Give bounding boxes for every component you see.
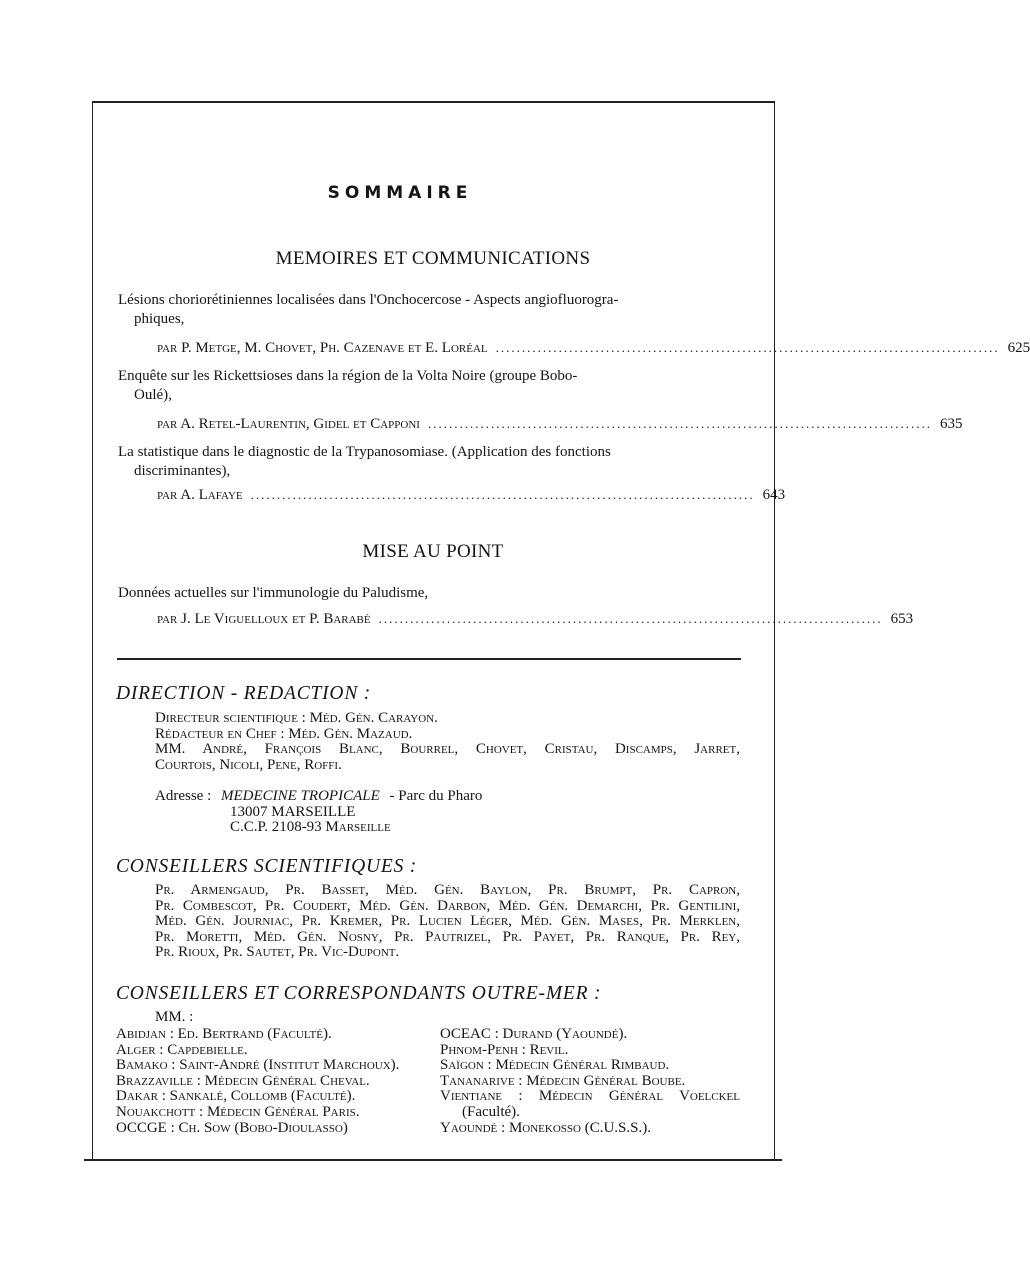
entry-title: La statistique dans le diagnostic de la Trypanosomiase. (Application des fonctions — [118, 444, 611, 460]
entry-title: Données actuelles sur l'immunologie du Paludisme, — [118, 585, 429, 601]
direction-line: Rédacteur en Chef : Méd. Gén. Mazaud. — [155, 725, 413, 742]
entry-page-number: 643 — [762, 487, 786, 503]
correspondant-item: Vientiane : Médecin Général Voelckel — [440, 1088, 740, 1105]
entry-authors: par A. Retel-Laurentin, Gidel et Capponi — [157, 416, 420, 432]
correspondant-item: Yaoundé : Monekosso (C.U.S.S.). — [440, 1119, 651, 1136]
entry-page-number: 653 — [890, 610, 914, 627]
conseillers-line: Méd. Gén. Journiac, Pr. Kremer, Pr. Lucien Léger, Méd. Gén. Mases, Pr. Merklen, — [155, 913, 740, 930]
frame-bottom-rule — [84, 1159, 782, 1161]
correspondant-item: OCEAC : Durand (Yaoundé). — [440, 1026, 628, 1042]
conseillers-line: Pr. Rioux, Pr. Sautet, Pr. Vic-Dupont. — [155, 944, 400, 961]
correspondant-item: Abidjan : Ed. Bertrand (Faculté). — [116, 1026, 332, 1042]
section-heading-mise-au-point: MISE AU POINT — [362, 541, 504, 562]
outremer-mm: MM. : — [155, 1009, 194, 1025]
correspondant-item: Alger : Capdebielle. — [116, 1041, 248, 1058]
direction-line: MM. André, François Blanc, Bourrel, Chovet, Cristau, Discamps, Jarret, — [155, 741, 740, 758]
entry-page-number: 635 — [939, 416, 963, 432]
conseillers-line: Pr. Armengaud, Pr. Basset, Méd. Gén. Baylon, Pr. Brumpt, Pr. Capron, — [155, 882, 740, 898]
toc-entry[interactable] — [118, 584, 914, 628]
correspondant-item: Brazzaville : Médecin Général Cheval. — [116, 1072, 370, 1089]
address-ccp: C.C.P. 2108-93 Marseille — [230, 819, 391, 836]
correspondant-item: Nouakchott : Médecin Général Paris. — [116, 1103, 360, 1120]
correspondant-item: Tananarive : Médecin Général Boube. — [440, 1072, 686, 1089]
frame-top-rule — [92, 101, 774, 103]
outremer-left-column — [116, 1027, 436, 1136]
dot-leader: ................................................................................................ — [427, 416, 932, 431]
entry-title-continued: Oulé), — [134, 386, 172, 403]
dot-leader: ................................................................................................ — [495, 340, 1000, 355]
toc-entry[interactable] — [118, 443, 786, 505]
entry-authors: par P. Metge, M. Chovet, Ph. Cazenave et E. Loréal — [157, 340, 488, 356]
outremer-heading: CONSEILLERS ET CORRESPONDANTS OUTRE-MER : — [116, 983, 602, 1004]
correspondant-item-continued: (Faculté). — [462, 1103, 520, 1120]
outremer-right-column — [440, 1027, 740, 1136]
correspondant-item: Bamako : Saint-André (Institut Marchoux). — [116, 1057, 400, 1074]
entry-authors: par J. Le Viguelloux et P. Barabé — [157, 610, 371, 627]
entry-title-continued: phiques, — [134, 310, 185, 327]
conseillers-heading: CONSEILLERS SCIENTIFIQUES : — [116, 856, 418, 877]
page-title: SOMMAIRE — [327, 183, 473, 203]
direction-line: Courtois, Nicoli, Pene, Roffi. — [155, 756, 342, 773]
address-block — [155, 789, 740, 836]
direction-line: Directeur scientifique : Méd. Gén. Carayon. — [155, 710, 438, 726]
journal-name: MEDECINE TROPICALE — [221, 788, 380, 804]
toc-entry[interactable] — [118, 367, 963, 434]
section-divider — [117, 658, 741, 660]
direction-heading: DIRECTION - REDACTION : — [116, 683, 372, 704]
conseillers-line: Pr. Combescot, Pr. Coudert, Méd. Gén. Darbon, Méd. Gén. Demarchi, Pr. Gentilini, — [155, 897, 740, 914]
entry-title-continued: discriminantes), — [134, 462, 231, 479]
address-street: - Parc du Pharo — [389, 788, 483, 804]
toc-entry[interactable] — [118, 291, 1030, 358]
entry-title: Enquête sur les Rickettsioses dans la région de la Volta Noire (groupe Bobo- — [118, 368, 578, 384]
correspondant-item: Saïgon : Médecin Général Rimbaud. — [440, 1057, 670, 1074]
direction-block — [155, 711, 740, 773]
correspondant-item: Dakar : Sankalé, Collomb (Faculté). — [116, 1088, 356, 1105]
conseillers-line: Pr. Moretti, Méd. Gén. Nosny, Pr. Pautrizel, Pr. Payet, Pr. Ranque, Pr. Rey, — [155, 928, 740, 945]
correspondant-item: OCCGE : Ch. Sow (Bobo-Dioulasso) — [116, 1119, 348, 1136]
conseillers-block — [155, 883, 740, 961]
address-city: 13007 MARSEILLE — [230, 803, 356, 820]
entry-authors: par A. Lafaye — [157, 487, 243, 503]
section-heading-memoires: MEMOIRES ET COMMUNICATIONS — [275, 248, 591, 269]
dot-leader: ................................................................................................ — [378, 610, 883, 626]
address-label: Adresse : — [155, 788, 212, 804]
entry-page-number: 625 — [1007, 340, 1030, 356]
entry-title: Lésions choriorétiniennes localisées dans l'Onchocercose - Aspects angiofluorogra- — [118, 292, 619, 308]
dot-leader: ................................................................................................ — [250, 487, 755, 502]
correspondant-item: Phnom-Penh : Revil. — [440, 1041, 569, 1058]
